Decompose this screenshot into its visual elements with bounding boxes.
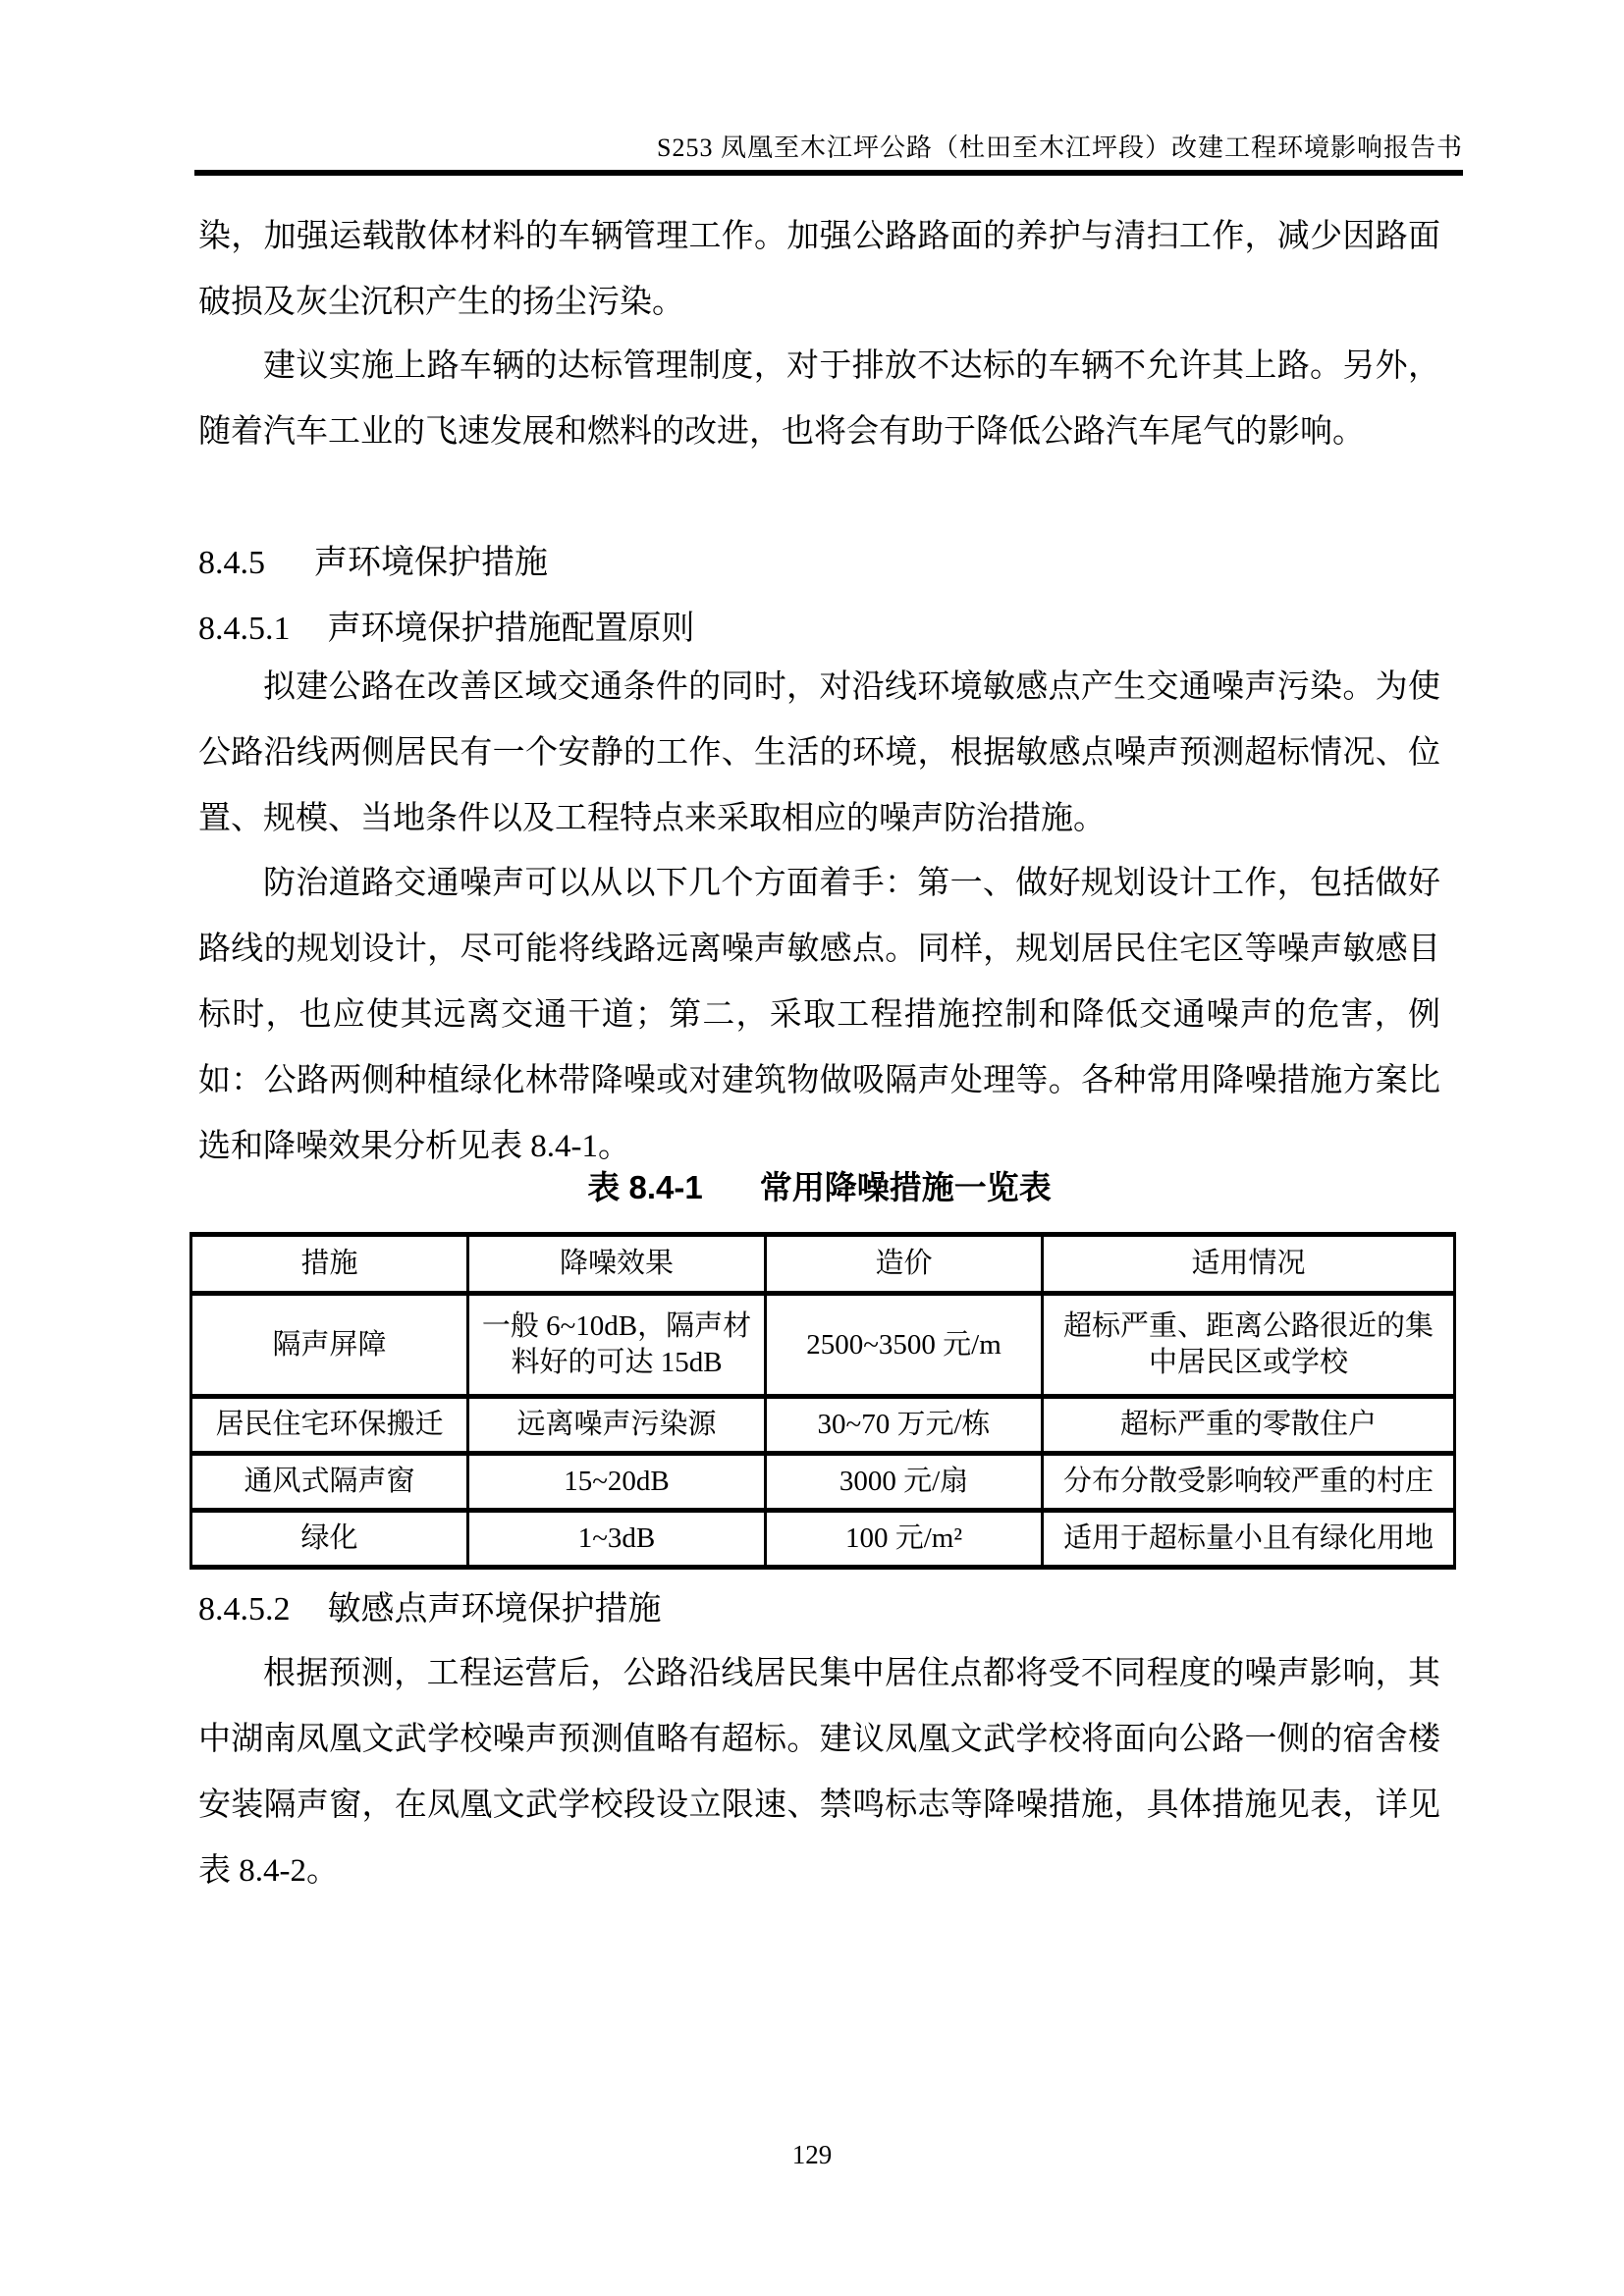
table-cell-scope: 适用于超标量小且有绿化用地 [1043, 1511, 1455, 1568]
table-header-row [191, 1235, 1455, 1294]
noise-measures-table [189, 1232, 1456, 1570]
table-8-4-1-caption [198, 1162, 1440, 1213]
table-cell-measure: 居民住宅环保搬迁 [191, 1397, 468, 1454]
table-cell-effect: 1~3dB [468, 1511, 766, 1568]
page-number: 129 [791, 2140, 833, 2169]
table-cell-cost: 100 元/m² [766, 1511, 1043, 1568]
heading-title: 声环境保护措施 [314, 545, 548, 581]
table-caption-label: 表 8.4-1 [587, 1169, 703, 1205]
table-row [191, 1511, 1455, 1568]
heading-8-4-5-1 [198, 596, 1440, 662]
table-cell-measure: 通风式隔声窗 [191, 1454, 468, 1511]
paragraph-dust-pollution: 染，加强运载散体材料的车辆管理工作。加强公路路面的养护与清扫工作，减少因路面破损及灰尘沉积产生的扬尘污染。 [198, 219, 1440, 320]
table-cell-effect: 15~20dB [468, 1454, 766, 1511]
column-header-effect: 降噪效果 [468, 1235, 766, 1294]
heading-title: 敏感点声环境保护措施 [327, 1591, 662, 1628]
table-caption-title: 常用降噪措施一览表 [759, 1169, 1052, 1205]
column-header-cost: 造价 [766, 1235, 1043, 1294]
column-header-measure: 措施 [191, 1235, 468, 1294]
table-cell-cost: 30~70 万元/栋 [766, 1397, 1043, 1454]
header-rule [194, 170, 1463, 176]
running-header-title: S253 凤凰至木江坪公路（杜田至木江坪段）改建工程环境影响报告书 [657, 133, 1463, 162]
heading-number: 8.4.5.2 [198, 1591, 291, 1628]
table-row [191, 1397, 1455, 1454]
paragraph-sensitive-points: 根据预测，工程运营后，公路沿线居民集中居住点都将受不同程度的噪声影响，其中湖南凤凰文武学校噪声预测值略有超标。建议凤凰文武学校将面向公路一侧的宿舍楼安装隔声窗，在凤凰文武学校段设立限速、禁鸣标志等降噪措施，具体措施见表，详见表 8.4-2。 [198, 1656, 1440, 1889]
table-cell-effect: 一般 6~10dB，隔声材料好的可达 15dB [468, 1294, 766, 1397]
heading-8-4-5-2 [198, 1576, 1440, 1642]
table-cell-cost: 3000 元/扇 [766, 1454, 1043, 1511]
table-row [191, 1294, 1455, 1397]
table-row [191, 1454, 1455, 1511]
paragraph-noise-principle: 拟建公路在改善区域交通条件的同时，对沿线环境敏感点产生交通噪声污染。为使公路沿线两侧居民有一个安静的工作、生活的环境，根据敏感点噪声预测超标情况、位置、规模、当地条件以及工程特点来采取相应的噪声防治措施。 [198, 669, 1440, 836]
table-cell-measure: 绿化 [191, 1511, 468, 1568]
table-cell-scope: 超标严重、距离公路很近的集中居民区或学校 [1043, 1294, 1455, 1397]
heading-number: 8.4.5 [198, 545, 265, 581]
table-cell-scope: 超标严重的零散住户 [1043, 1397, 1455, 1454]
column-header-scope: 适用情况 [1043, 1235, 1455, 1294]
table-cell-scope: 分布分散受影响较严重的村庄 [1043, 1454, 1455, 1511]
paragraph-vehicle-standards: 建议实施上路车辆的达标管理制度，对于排放不达标的车辆不允许其上路。另外，随着汽车工业的飞速发展和燃料的改进，也将会有助于降低公路汽车尾气的影响。 [198, 348, 1440, 450]
heading-8-4-5 [198, 530, 1440, 596]
table-cell-cost: 2500~3500 元/m [766, 1294, 1043, 1397]
table-cell-measure: 隔声屏障 [191, 1294, 468, 1397]
heading-number: 8.4.5.1 [198, 611, 291, 647]
paragraph-noise-prevention-methods: 防治道路交通噪声可以从以下几个方面着手：第一、做好规划设计工作，包括做好路线的规划设计，尽可能将线路远离噪声敏感点。同样，规划居民住宅区等噪声敏感目标时，也应使其远离交通干道；第二，采取工程措施控制和降低交通噪声的危害，例如：公路两侧种植绿化林带降噪或对建筑物做吸隔声处理等。各种常用降噪措施方案比选和降噪效果分析见表 8.4-1。 [198, 866, 1440, 1164]
table-cell-effect: 远离噪声污染源 [468, 1397, 766, 1454]
heading-title: 声环境保护措施配置原则 [327, 611, 695, 647]
